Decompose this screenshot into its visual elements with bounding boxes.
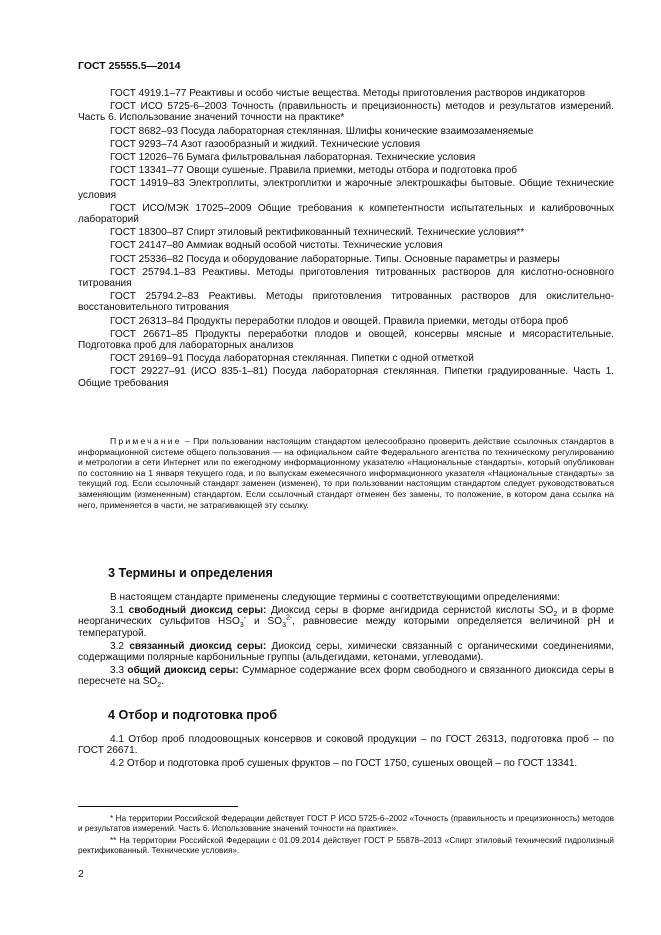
reference-item: ГОСТ 9293–74 Азот газообразный и жидкий. Технические условия [110,138,421,150]
reference-item: ГОСТ 29169–91 Посуда лабораторная стеклянная. Пипетки с одной отметкой [110,353,474,365]
reference-item: ГОСТ ИСО/МЭК 17025–2009 Общие требования к компетентности испытательных и калибровочных лабораторий [78,202,614,226]
term-3-1: 3.1 свободный диоксид серы: Диоксид серы в форме ангидрида сернистой кислоты $SO_2$ и в форме неорганических сульфитов $HSO_3^-$ и $SO_3^{2-}$, равновесие между которыми определяется величиной pH и температурой. [78,605,615,639]
term-name: свободный диоксид серы: [128,605,267,617]
paragraph-4-1: 4.1 Отбор проб плодоовощных консервов и соковой продукции – по ГОСТ 26313, подготовка проб – по ГОСТ 26671. [78,734,614,757]
references-note [78,436,614,510]
reference-item: ГОСТ 8682–93 Посуда лабораторная стеклянная. Шлифы конические взаимозаменяемые [110,125,534,137]
normative-references-list [78,88,614,391]
reference-item: ГОСТ 13341–77 Овощи сушеные. Правила приемки, методы отбора и подготовка проб [110,165,517,177]
section-3-heading: 3 Термины и определения [108,566,273,580]
running-header: ГОСТ 25555.5—2014 [78,60,181,72]
reference-item: ГОСТ 4919.1–77 Реактивы и особо чистые вещества. Методы приготовления растворов индикаторов [110,88,586,99]
reference-item: ГОСТ 26313–84 Продукты переработки плодов и овощей. Правила приемки, методы отбора проб [110,315,569,327]
reference-item: ГОСТ 26671–85 Продукты переработки плодов и овощей, консервы мясные и мясорастительные. Подготовка проб для лабораторных анализов [78,328,614,352]
page-number: 2 [78,868,84,880]
note-label: Примечание [110,436,182,446]
term-3-2: 3.2 связанный диоксид серы: Диоксид серы, химически связанный с органическими соединениями, содержащими полярные карбонильные группы (альдегидами, кетонами, углеводами). [78,640,615,664]
term-name: связанный диоксид серы: [129,640,267,652]
reference-item: ГОСТ 25794.1–83 Реактивы. Методы приготовления титрованных растворов для кислотно-основного титрования [78,266,614,290]
reference-item: ГОСТ 29227–91 (ИСО 835-1–81) Посуда лабораторная стеклянная. Пипетки градуированные. Часть 1. Общие требования [78,366,614,389]
paragraph-4-2: 4.2 Отбор и подготовка проб сушеных фруктов – по ГОСТ 1750, сушеных овощей – по ГОСТ 13341. [110,758,578,770]
reference-item: ГОСТ 25794.2–83 Реактивы. Методы приготовления титрованных растворов для окислительно-восстановительного титрования [78,291,614,314]
reference-item: ГОСТ 18300–87 Спирт этиловый ректификованный технический. Технические условия** [110,227,525,239]
section-4-heading: 4 Отбор и подготовка проб [108,708,277,722]
reference-item: ГОСТ 25336–82 Посуда и оборудование лабораторные. Типы. Основные параметры и размеры [110,253,560,265]
reference-item: ГОСТ ИСО 5725-6–2003 Точность (правильность и прецизионность) методов и результатов измерений. Часть 6. Использование значений точности на практике* [78,101,614,124]
reference-item: ГОСТ 14919–83 Электроплиты, электроплитки и жарочные электрошкафы бытовые. Общие технические условия [78,178,614,201]
reference-item: ГОСТ 12026–76 Бумага фильтровальная лабораторная. Технические условия [110,152,476,164]
footnotes [78,814,614,858]
terms-intro: В настоящем стандарте применены следующие термины с соответствующими определениями: [110,592,560,603]
footnote-item: * На территории Российской Федерации действует ГОСТ Р ИСО 5725-6–2002 «Точность (правильность и прецизионность) методов и результатов измерений. Часть 6. Использование значений точности на практике». [78,814,614,833]
reference-item: ГОСТ 24147–80 Аммиак водный особой чистоты. Технические условия [110,240,443,252]
note-text: – При пользовании настоящим стандартом целесообразно проверить действие ссылочных стандартов в информационной системе общего пользования — на официальном сайте Федерального агентства по техническому регулированию и метрологии в сети Интернет или по ежегодному информационному указателю «Национальные стандарты», который опубликован по состоянию на 1 января текущего года, и по выпускам ежемесячного информационного указателя «Национальные стандарты» за текущий год. Если ссылочный стандарт заменен (изменен), то при пользовании настоящим стандартом следует руководствоваться заменяющим (измененным) стандартом. Если ссылочный стандарт отменен без замены, то положение, в котором дана ссылка на него, применяется в части, не затрагивающей эту ссылку. [78,436,614,510]
footnote-separator [78,806,238,807]
term-name: общий диоксид серы: [127,665,239,677]
term-3-3: 3.3 общий диоксид серы: Суммарное содержание всех форм свободного и связанного диоксида серы в пересчете на $SO_2$. [78,665,615,690]
footnote-item: ** На территории Российской Федерации с 01.09.2014 действует ГОСТ Р 55878–2013 «Спирт этиловый технический гидролизный ректификованный. Технические условия». [78,836,614,855]
